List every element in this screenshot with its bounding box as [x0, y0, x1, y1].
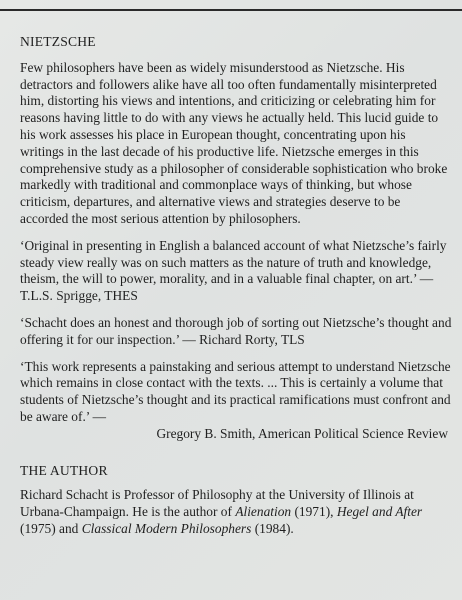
- author-bio-text-1: Richard Schacht is Professor of Philosophy at the University of Illinois at Urbana-Champaign. He is the author of: [20, 487, 414, 520]
- author-bio-text-4: (1984).: [251, 520, 294, 536]
- author-bio-text-2: (1971),: [291, 504, 337, 520]
- book-title-hegel: Hegel and After: [336, 504, 423, 520]
- author-bio: [20, 487, 452, 537]
- review-quote-3-attribution: Gregory B. Smith, American Political Science Review: [156, 425, 448, 441]
- review-quote-3: ‘This work represents a painstaking and serious attempt to understand Nietzsche which remains in close contact with the texts. ... This is certainly a volume that students of Nietzsche’s thought and its practical ramifications must confront and be aware of.’ —: [20, 358, 451, 424]
- description-paragraph: Few philosophers have been as widely misunderstood as Nietzsche. His detractors and followers alike have all too often fundamentally misinterpreted him, distorting his views and intentions, and criticizing or celebrating him for reasons having little to do with any views he actually held. This lucid guide to his work assesses his place in European thought, concentrating upon his writings in the last decade of his productive life. Nietzsche emerges in this comprehensive study as a philosopher of considerable sophistication who broke markedly with traditional and commonplace ways of thinking, but whose criticism, departures, and alternative views and strategies deserve to be accorded the most serious attention by philosophers.: [20, 59, 448, 226]
- book-title-heading: NIETZSCHE: [20, 34, 96, 49]
- author-bio-text-3: (1975) and: [20, 520, 82, 536]
- top-rule: [0, 9, 462, 11]
- back-cover-text: [20, 34, 452, 538]
- review-quote-1: ‘Original in presenting in English a balanced account of what Nietzsche’s fairly steady view really was on such matters as the nature of truth and knowledge, theism, the will to power, morality, and in a valuable final chapter, on art.’ — T.L.S. Sprigge, THES: [20, 237, 447, 304]
- author-heading: THE AUTHOR: [20, 462, 108, 478]
- review-quote-2: ‘Schacht does an honest and thorough job of sorting out Nietzsche’s thought and offering it for our inspection.’ — Richard Rorty, TLS: [20, 314, 452, 347]
- book-title-alienation: Alienation: [235, 504, 292, 520]
- book-title-classical: Classical Modern Philosophers: [81, 520, 252, 536]
